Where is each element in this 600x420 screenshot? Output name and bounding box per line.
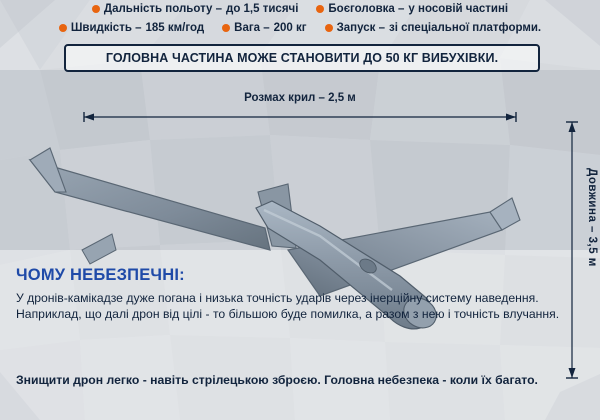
bullet-dot-icon (222, 24, 230, 32)
spec-label-speed: Швидкість – (70, 21, 142, 34)
spec-value-speed: 185 км/год (145, 21, 205, 34)
wingspan-arrow-icon (82, 112, 518, 122)
wingspan-label: Розмах крил – 2,5 м (244, 92, 356, 104)
bullet-dot-icon (59, 24, 67, 32)
bullet-dot-icon (316, 5, 324, 13)
spec-value-launch: зі спеціальної платформи. (388, 21, 542, 34)
spec-row-speed-weight-launch (0, 18, 600, 37)
spec-item-weight (222, 22, 306, 34)
spec-item-range (92, 3, 299, 15)
spec-item-launch (325, 22, 542, 34)
why-dangerous-title: ЧОМУ НЕБЕЗПЕЧНІ: (16, 266, 185, 284)
why-dangerous-body (16, 290, 576, 322)
spec-item-speed (59, 22, 204, 34)
spec-value-warhead: у носовій частині (408, 2, 509, 15)
spec-label-launch: Запуск – (336, 21, 385, 34)
length-arrow-icon (566, 120, 578, 380)
bullet-dot-icon (325, 24, 333, 32)
spec-row-range-warhead (0, 0, 600, 17)
warning-banner (64, 44, 540, 72)
bullet-dot-icon (92, 5, 100, 13)
warning-banner-text: ГОЛОВНА ЧАСТИНА МОЖЕ СТАНОВИТИ ДО 50 КГ ВИБУХІВКИ. (105, 51, 499, 65)
spec-label-range: Дальність польоту – (103, 2, 223, 15)
why-dangerous-body-text: У дронів-камікадзе дуже погана і низька точність ударів через інерційну систему наведення. Наприклад, що далі дрон від цілі - то більшою буде помилка, а разом з нею і точність влучання. (16, 291, 560, 321)
spec-label-warhead: Боєголовка – (328, 2, 405, 15)
spec-label-weight: Вага – (234, 21, 270, 34)
length-label: Довжина – 3,5 м (586, 168, 598, 267)
closing-statement: Знищити дрон легко - навіть стрілецькою зброєю. Головна небезпека - коли їх багато. (16, 373, 538, 387)
drone-rear-stabilizer (82, 234, 116, 264)
spec-value-weight: 200 кг (273, 21, 307, 34)
spec-value-range: до 1,5 тисячі (226, 2, 299, 15)
drone-left-wing (30, 160, 270, 250)
spec-item-warhead (316, 3, 508, 15)
